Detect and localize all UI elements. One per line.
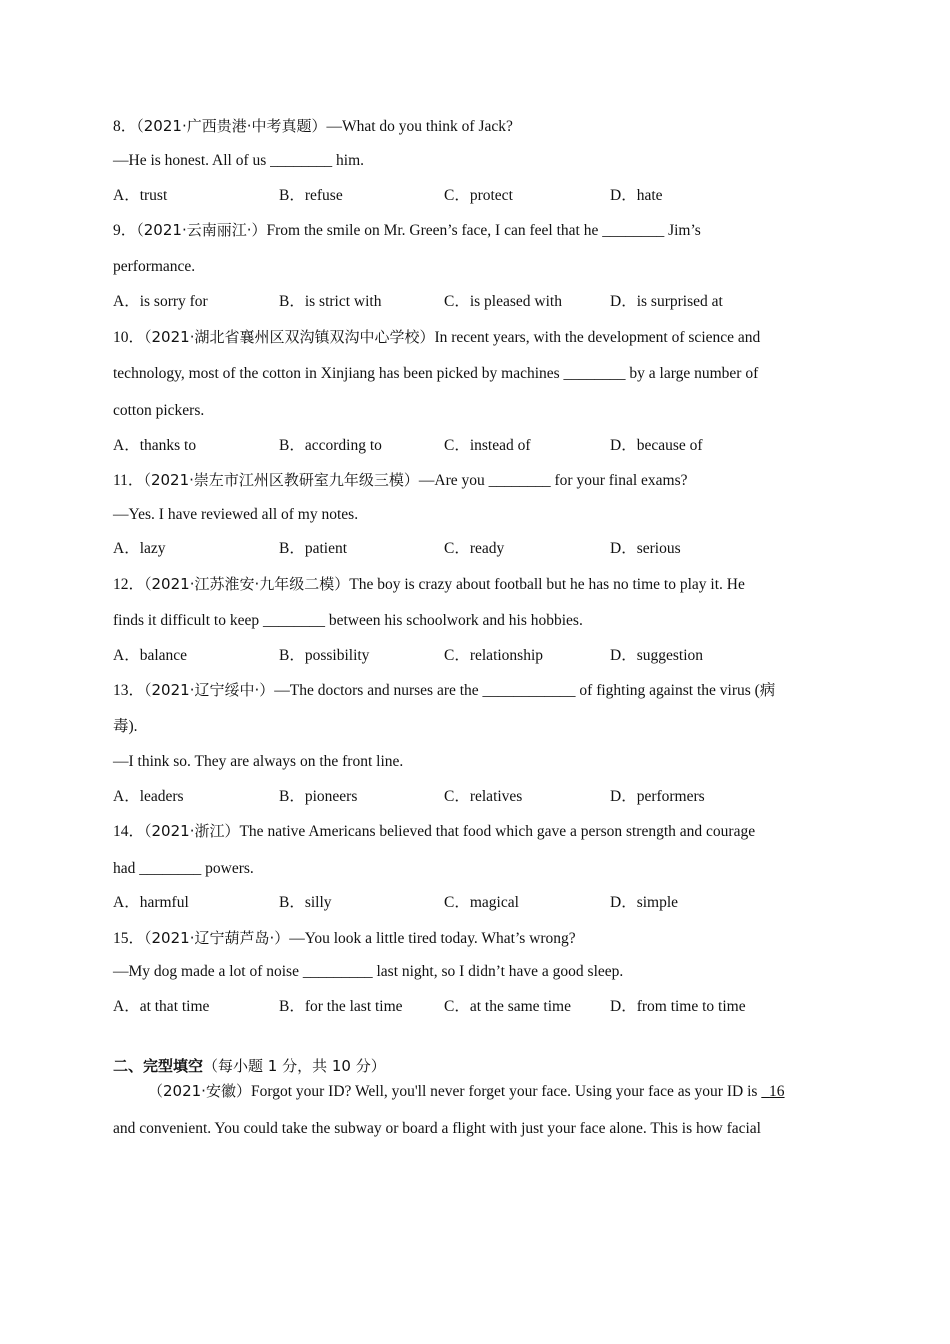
option-b: B．for the last time — [279, 998, 403, 1015]
blank-16 — [761, 1083, 784, 1100]
question-14-line2: had ________ powers. — [113, 860, 254, 877]
option-a: A．at that time — [113, 998, 210, 1015]
question-source: （2021·湖北省襄州区双沟镇双沟中心学校） — [144, 328, 435, 346]
option-b: B．possibility — [279, 647, 370, 664]
question-12 — [113, 574, 745, 595]
question-source: （2021·辽宁绥中·） — [144, 681, 275, 699]
option-d: D．simple — [610, 894, 679, 911]
question-source: （2021·浙江） — [144, 822, 240, 840]
question-text: —The doctors and nurses are the ____________ of fighting against the virus (病 — [274, 682, 776, 699]
option-c: C．relationship — [444, 647, 544, 664]
question-source: （2021·辽宁葫芦岛·） — [144, 929, 290, 947]
question-source: （2021·云南丽江·） — [136, 221, 267, 239]
option-d: D．from time to time — [610, 998, 746, 1015]
question-12-line2: finds it difficult to keep ________ between his schoolwork and his hobbies. — [113, 612, 583, 629]
passage-source: （2021·安徽） — [148, 1082, 251, 1100]
question-8 — [113, 116, 513, 137]
question-number: 14． — [113, 823, 145, 840]
option-a: A．is sorry for — [113, 293, 208, 310]
option-d: D．hate — [610, 187, 663, 204]
option-c: C．is pleased with — [444, 293, 562, 310]
question-source: （2021·广西贵港·中考真题） — [136, 117, 327, 135]
option-d: D．suggestion — [610, 647, 704, 664]
blank-number: 16 — [769, 1083, 785, 1100]
question-10-line2: technology, most of the cotton in Xinjiang has been picked by machines ________ by a large number of — [113, 365, 759, 382]
passage-line-1 — [148, 1081, 785, 1102]
question-number: 13． — [113, 682, 145, 699]
question-13 — [113, 680, 775, 701]
option-c: C．magical — [444, 894, 519, 911]
option-d: D．performers — [610, 788, 705, 805]
section-subtitle: （每小题 1 分，共 10 分） — [203, 1057, 386, 1075]
option-b: B．according to — [279, 437, 382, 454]
option-d: D．because of — [610, 437, 703, 454]
question-number: 10． — [113, 329, 145, 346]
option-a: A．trust — [113, 187, 168, 204]
option-c: C．ready — [444, 540, 505, 557]
option-c: C．instead of — [444, 437, 531, 454]
question-11 — [113, 470, 688, 491]
question-text: In recent years, with the development of science and — [434, 329, 761, 346]
question-number: 15． — [113, 930, 145, 947]
question-text: —Are you ________ for your final exams? — [418, 472, 688, 489]
question-source: （2021·江苏淮安·九年级二模） — [144, 575, 350, 593]
question-10-line3: cotton pickers. — [113, 402, 205, 419]
question-text: —What do you think of Jack? — [326, 118, 513, 135]
option-b: B．patient — [279, 540, 348, 557]
option-a: A．leaders — [113, 788, 184, 805]
question-9 — [113, 220, 701, 241]
option-d: D．is surprised at — [610, 293, 723, 310]
question-13-line3: —I think so. They are always on the front line. — [113, 753, 404, 770]
option-b: B．silly — [279, 894, 332, 911]
question-text: The boy is crazy about football but he has no time to play it. He — [349, 576, 745, 593]
question-15 — [113, 928, 576, 949]
option-c: C．protect — [444, 187, 513, 204]
question-13-line2: 毒). — [113, 718, 138, 735]
option-c: C．relatives — [444, 788, 523, 805]
question-number: 9． — [113, 222, 137, 239]
question-9-line2: performance. — [113, 258, 196, 275]
question-source: （2021·崇左市江州区教研室九年级三模） — [143, 471, 419, 489]
option-b: B．refuse — [279, 187, 343, 204]
option-b: B．pioneers — [279, 788, 358, 805]
question-text: The native Americans believed that food which gave a person strength and courage — [239, 823, 756, 840]
passage-line-2: and convenient. You could take the subway or board a flight with just your face alone. This is how facial — [113, 1120, 761, 1137]
option-d: D．serious — [610, 540, 681, 557]
question-11-line2: —Yes. I have reviewed all of my notes. — [113, 506, 359, 523]
section-title: 二、完型填空 — [113, 1057, 204, 1075]
option-a: A．thanks to — [113, 437, 197, 454]
question-8-line2: —He is honest. All of us ________ him. — [113, 152, 365, 169]
question-number: 12． — [113, 576, 145, 593]
question-14 — [113, 821, 755, 842]
option-a: A．lazy — [113, 540, 166, 557]
question-number: 11． — [113, 472, 144, 489]
question-text: —You look a little tired today. What’s wrong? — [289, 930, 576, 947]
section-heading — [113, 1056, 386, 1077]
passage-text: Forgot your ID? Well, you'll never forget your face. Using your face as your ID is — [250, 1083, 758, 1100]
question-number: 8． — [113, 118, 137, 135]
question-15-line2: —My dog made a lot of noise _________ last night, so I didn’t have a good sleep. — [113, 963, 624, 980]
option-b: B．is strict with — [279, 293, 382, 310]
question-10 — [113, 327, 760, 348]
option-c: C．at the same time — [444, 998, 571, 1015]
question-text: From the smile on Mr. Green’s face, I can feel that he ________ Jim’s — [266, 222, 701, 239]
option-a: A．balance — [113, 647, 188, 664]
option-a: A．harmful — [113, 894, 189, 911]
